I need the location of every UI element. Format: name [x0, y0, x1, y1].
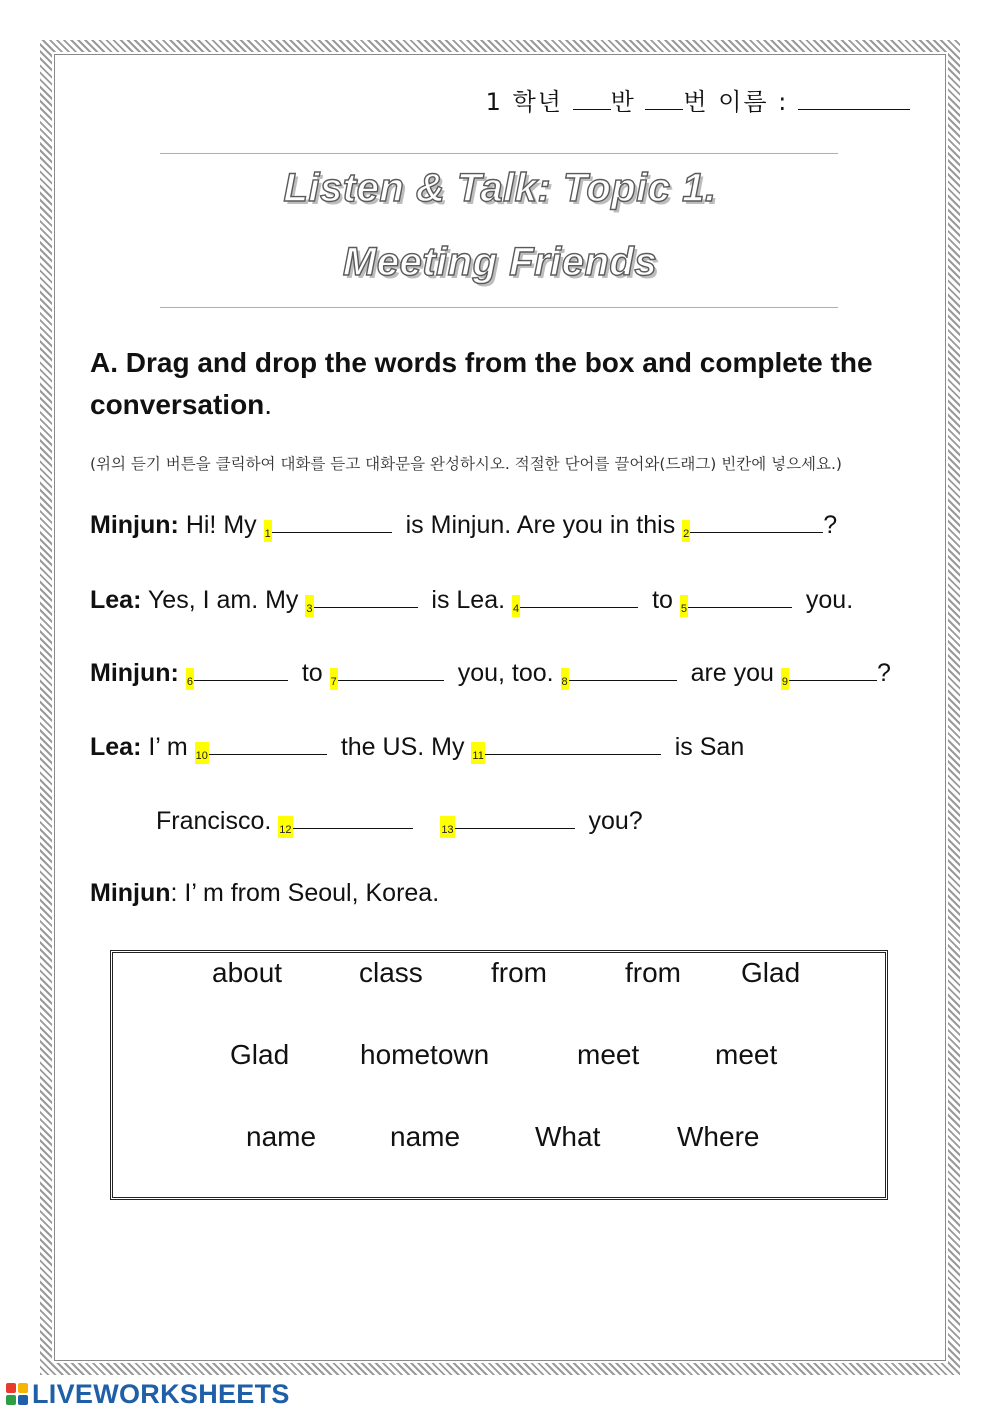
blank-number: 10: [195, 742, 209, 764]
instruction-period: .: [264, 389, 273, 420]
drop-slot-9[interactable]: [789, 658, 877, 681]
dialogue-text: to: [652, 586, 673, 614]
dialogue-text: I’ m: [148, 733, 188, 761]
logo-square-yellow: [18, 1383, 28, 1393]
page-title-line2: Meeting Friends: [342, 240, 658, 284]
title-rule-top: [160, 153, 838, 154]
drop-slot-8[interactable]: [569, 658, 677, 681]
dialogue-text: : I’ m from Seoul, Korea.: [170, 879, 440, 907]
word-tile[interactable]: Glad: [741, 957, 801, 988]
drop-slot-2[interactable]: [690, 510, 823, 533]
word-tile[interactable]: hometown: [360, 1039, 490, 1070]
dialogue-text: is San: [674, 733, 745, 761]
blank-number: 3: [305, 595, 313, 617]
dialogue-text: is Minjun. Are you in this: [405, 511, 676, 539]
word-tile[interactable]: meet: [577, 1039, 640, 1070]
page-title-line1: Listen & Talk: Topic 1.: [283, 166, 717, 210]
drop-slot-6[interactable]: [194, 658, 288, 681]
dialogue-text: you, too.: [457, 659, 554, 687]
student-info-header: [486, 82, 910, 117]
dialogue-line-6: [90, 879, 439, 908]
dialogue-line-2: [90, 585, 853, 617]
logo-icon: [6, 1383, 28, 1405]
dialogue-line-5: [156, 806, 643, 838]
speaker: Minjun:: [90, 511, 179, 539]
logo-square-green: [6, 1395, 16, 1405]
speaker: Minjun:: [90, 659, 179, 687]
blank-number: 5: [680, 595, 688, 617]
number-blank[interactable]: [645, 89, 683, 110]
blank-number: 2: [682, 520, 690, 542]
word-tile[interactable]: name: [246, 1121, 317, 1152]
class-blank[interactable]: [573, 89, 611, 110]
blank-number: 7: [330, 668, 338, 690]
blank-number: 6: [186, 668, 194, 690]
drop-slot-13[interactable]: [455, 806, 575, 829]
logo-text: LIVEWORKSHEETS: [32, 1378, 290, 1409]
instruction-korean: (위의 듣기 버튼을 클릭하여 대화를 듣고 대화문을 완성하시오. 적절한 단어를 끌어와(드래그) 빈칸에 넣으세요.): [90, 455, 842, 473]
word-tile[interactable]: class: [359, 957, 423, 988]
logo-square-blue: [18, 1395, 28, 1405]
blank-number: 13: [440, 816, 454, 838]
dialogue-line-3: [90, 658, 891, 690]
drop-slot-5[interactable]: [688, 585, 792, 608]
blank-number: 1: [264, 520, 272, 542]
title-rule-bottom: [160, 307, 838, 308]
drop-slot-12[interactable]: [293, 806, 413, 829]
drop-slot-1[interactable]: [272, 510, 392, 533]
dialogue-text: you?: [588, 807, 643, 835]
instruction-text: A. Drag and drop the words from the box and complete the conversation: [90, 347, 873, 420]
colon: :: [778, 88, 789, 116]
speaker: Lea:: [90, 586, 142, 614]
blank-number: 4: [512, 595, 520, 617]
name-blank[interactable]: [798, 89, 910, 110]
dialogue-text: to: [301, 659, 323, 687]
instruction-heading: [90, 342, 910, 426]
logo-square-red: [6, 1383, 16, 1393]
dialogue-text: ?: [877, 659, 891, 687]
dialogue-text: the US. My: [340, 733, 465, 761]
grade-label: 학년: [512, 88, 563, 116]
dialogue-text: Francisco.: [156, 807, 272, 835]
blank-number: 8: [561, 668, 569, 690]
word-tile[interactable]: from: [625, 957, 681, 988]
dialogue-text: you.: [805, 586, 854, 614]
word-bank: [110, 950, 888, 1200]
word-tile[interactable]: name: [390, 1121, 461, 1152]
speaker: Minjun: [90, 879, 171, 907]
blank-number: 9: [781, 668, 789, 690]
blank-number: 12: [278, 816, 292, 838]
name-label: 이름: [718, 88, 769, 116]
dialogue-text: is Lea.: [431, 586, 506, 614]
word-tile[interactable]: What: [535, 1121, 601, 1152]
number-label: 번: [683, 88, 709, 116]
drop-slot-7[interactable]: [338, 658, 444, 681]
liveworksheets-logo[interactable]: [6, 1378, 290, 1410]
dialogue-text: Hi! My: [185, 511, 257, 539]
drop-slot-4[interactable]: [520, 585, 638, 608]
word-tile[interactable]: Where: [677, 1121, 760, 1152]
speaker: Lea:: [90, 733, 142, 761]
word-tile[interactable]: Glad: [230, 1039, 290, 1070]
class-label: 반: [610, 88, 636, 116]
word-tile[interactable]: about: [212, 957, 283, 988]
drop-slot-10[interactable]: [209, 732, 327, 755]
dialogue-text: ?: [823, 511, 838, 539]
word-tile[interactable]: from: [491, 957, 547, 988]
dialogue-text: Yes, I am. My: [147, 586, 299, 614]
drop-slot-3[interactable]: [314, 585, 418, 608]
dialogue-text: are you: [690, 659, 774, 687]
word-tile[interactable]: meet: [715, 1039, 778, 1070]
grade-number: 1: [485, 88, 503, 116]
dialogue-line-4: [90, 732, 744, 764]
drop-slot-11[interactable]: [485, 732, 661, 755]
blank-number: 11: [471, 742, 484, 764]
dialogue-line-1: [90, 510, 837, 542]
